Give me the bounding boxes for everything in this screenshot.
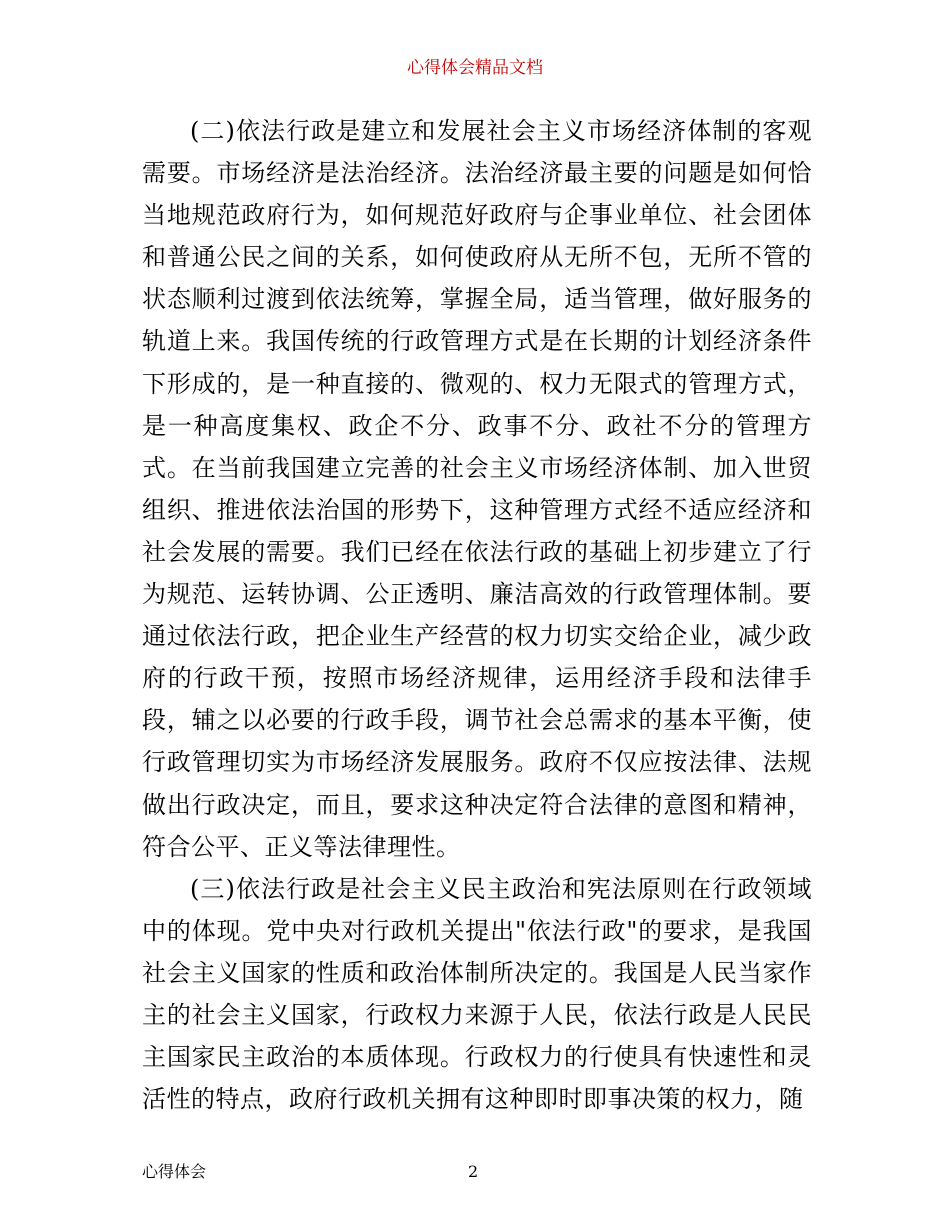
document-body bbox=[142, 110, 812, 1120]
footer-label: 心得体会 bbox=[142, 1162, 207, 1181]
paragraph-section-3: (三)依法行政是社会主义民主政治和宪法原则在行政领域中的体现。党中央对行政机关提出"依法行政"的要求，是我国社会主义国家的性质和政治体制所决定的。我国是人民当家作主的社会主义国家，行政权力来源于人民，依法行政是人民民主国家民主政治的本质体现。行政权力的行使具有快速性和灵活性的特点，政府行政机关拥有这种即时即事决策的权力，随 bbox=[142, 874, 812, 1114]
page-header-title: 心得体会精品文档 bbox=[407, 58, 543, 78]
paragraph-section-2: (二)依法行政是建立和发展社会主义市场经济体制的客观需要。市场经济是法治经济。法治经济最主要的问题是如何恰当地规范政府行为，如何规范好政府与企事业单位、社会团体和普通公民之间的关系，如何使政府从无所不包，无所不管的状态顺利过渡到依法统筹，掌握全局，适当管理，做好服务的轨道上来。我国传统的行政管理方式是在长期的计划经济条件下形成的，是一种直接的、微观的、权力无限式的管理方式，是一种高度集权、政企不分、政事不分、政社不分的管理方式。在当前我国建立完善的社会主义市场经济体制、加入世贸组织、推进依法治国的形势下，这种管理方式经不适应经济和社会发展的需要。我们已经在依法行政的基础上初步建立了行为规范、运转协调、公正透明、廉洁高效的行政管理体制。要通过依法行政，把企业生产经营的权力切实交给企业，减少政府的行政干预，按照市场经济规律，运用经济手段和法律手段，辅之以必要的行政手段，调节社会总需求的基本平衡，使行政管理切实为市场经济发展服务。政府不仅应按法律、法规做出行政决定，而且，要求这种决定符合法律的意图和精神，符合公平、正义等法律理性。 bbox=[142, 117, 812, 861]
footer-page-number: 2 bbox=[468, 1162, 479, 1181]
